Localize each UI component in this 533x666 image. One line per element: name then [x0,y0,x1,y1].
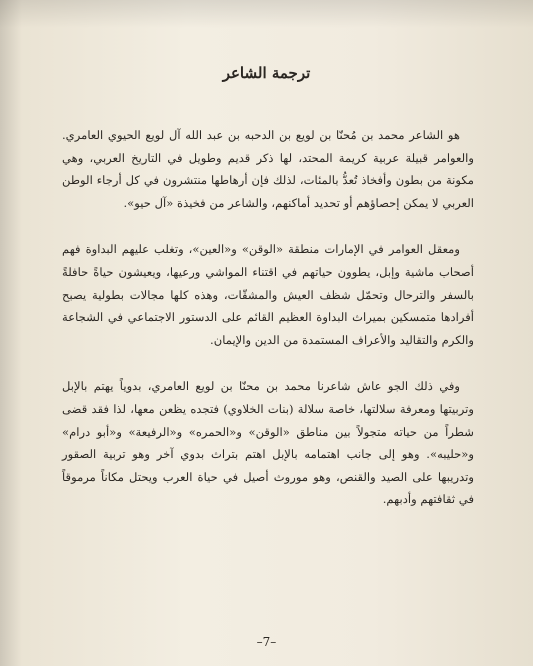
body-text [62,124,474,511]
page-top-shadow [0,0,533,28]
paragraph-2: ومعقل العوامر في الإمارات منطقة «الوقن» و«العين»، وتغلب عليهم البداوة فهم أصحاب ماشية وإبل، يطوون حياتهم في اقتناء المواشي ورعيها، ويعيشون حياةً حافلةً بالسفر والترحال وتحمّل شظف العيش والمشقّات، وهذه كلها مجالات بطولية يصبح أفرادها متمسكين بميراث البداوة العظيم القائم على الدستور الاجتماعي في الشجاعة والكرم والتقاليد والأعراف المستمدة من الدين والإيمان. [62,242,474,347]
paragraph-3: وفي ذلك الجو عاش شاعرنا محمد بن محنّا بن لويع العامري، بدوياً يهتم بالإبل وتربيتها ومعرفة سلالتها، خاصة سلالة (بنات الخلاوي) فتجده يظعن معها، لذا فقد قضى شطراً من حياته متجولاً بين مناطق «الوقن» و«الحمره» و«الرفيعة» و«أبو درام» و«حليبه». وهو إلى جانب اهتمامه بالإبل اهتم بتراث بدوي آخر وهو تربية الصقور وتدريبها على الصيد والقنص، وهو موروث أصيل في حياة العرب ويحتل مكاناً مرموقاً في ثقافتهم وأدبهم. [62,379,474,507]
paragraph-1: هو الشاعر محمد بن مُحنّا بن لويع بن الدحبه بن عبد الله آل لويع الحيوي العامري. والعوامر قبيلة عربية كريمة المحتد، لها ذكر قديم وطويل في التاريخ العربي، وهي مكونة من بطون وأفخاذ تُعدُّ بالمئات، لذلك فإن أرهاطها منتشرون في كل أرجاء الوطن العربي لا يمكن إحصاؤهم أو تحديد أماكنهم، والشاعر من فخيذة «آل حيو». [62,128,474,210]
page-title: ترجمة الشاعر [222,64,311,82]
page-left-shadow [0,0,22,666]
page-number: –7– [256,635,277,649]
